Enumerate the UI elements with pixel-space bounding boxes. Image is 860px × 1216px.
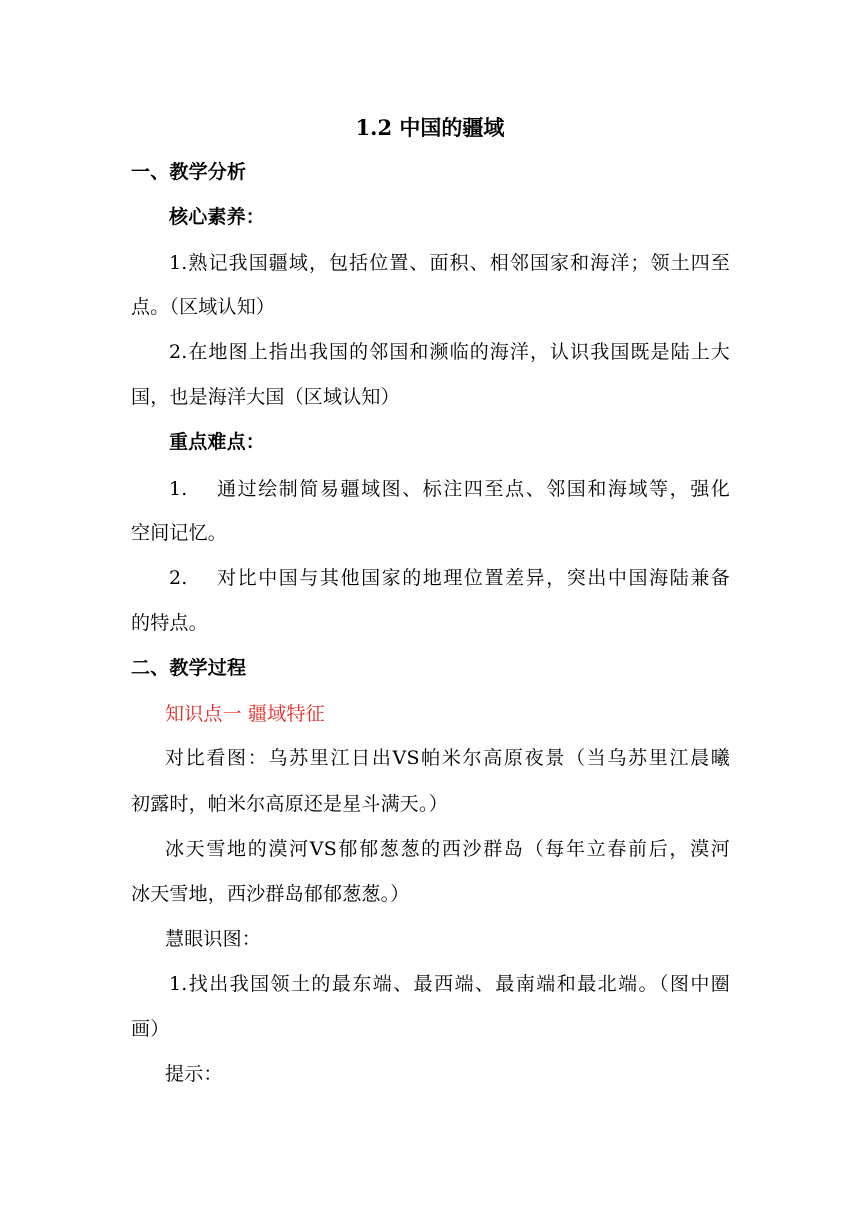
map-reading-label: 慧眼识图： [165,928,262,950]
core-item-2-line2: 国，也是海洋大国（区域认知） [131,386,400,408]
task-1-line2: 画） [131,1018,170,1040]
key-points-title: 重点难点： [169,431,266,453]
compare-paragraph-line2: 初露时，帕米尔高原还是星斗满天。） [131,793,448,815]
core-item-1-line2: 点。（区域认知） [131,296,276,318]
key-item-2-line2: 的特点。 [131,612,208,634]
key-item-1-line2: 空间记忆。 [131,522,228,544]
core-item-2-line1: 2.在地图上指出我国的邻国和濒临的海洋，认识我国既是陆上大 [169,341,730,363]
season-paragraph-line1: 冰天雪地的漠河VS郁郁葱葱的西沙群岛（每年立春前后，漠河 [165,838,730,860]
core-item-1-line1: 1.熟记我国疆域，包括位置、面积、相邻国家和海洋；领土四至 [169,252,730,274]
core-literacy-title: 核心素养： [169,206,266,228]
document-title: 1.2 中国的疆域 [355,115,505,140]
knowledge-point-title: 知识点一 疆域特征 [165,703,325,725]
key-item-1-line1: 1. 通过绘制简易疆域图、标注四至点、邻国和海域等，强化 [169,478,730,500]
key-item-2-line1: 2. 对比中国与其他国家的地理位置差异，突出中国海陆兼备 [169,567,730,589]
compare-paragraph-line1: 对比看图：乌苏里江日出VS帕米尔高原夜景（当乌苏里江晨曦 [165,747,730,769]
task-1-line1: 1.找出我国领土的最东端、最西端、最南端和最北端。（图中圈 [169,973,730,995]
section-heading-process: 二、教学过程 [131,657,247,679]
season-paragraph-line2: 冰天雪地，西沙群岛郁郁葱葱。） [131,883,410,905]
section-heading-analysis: 一、教学分析 [131,161,247,183]
hint-label: 提示： [165,1063,223,1085]
